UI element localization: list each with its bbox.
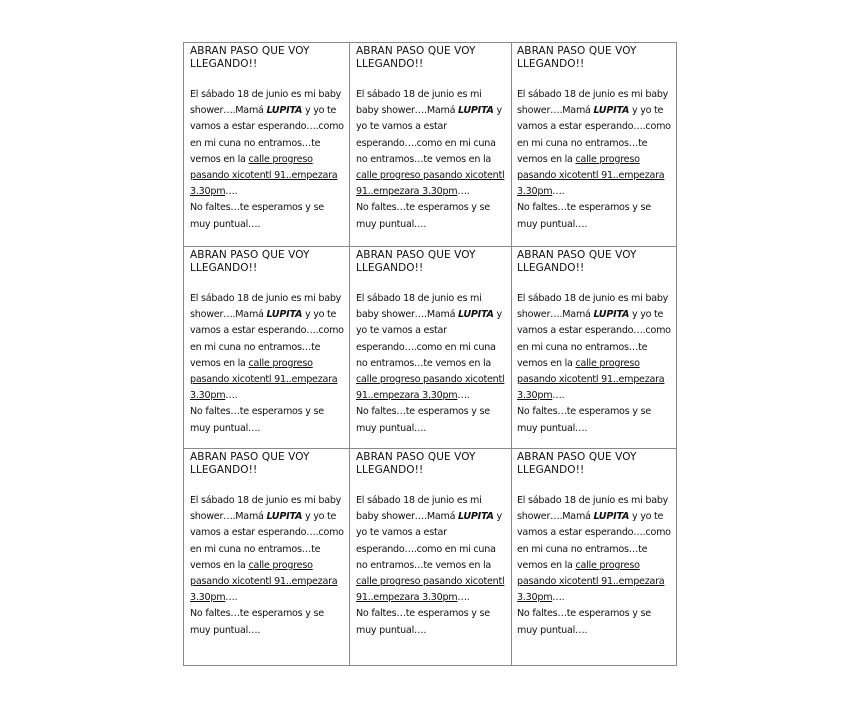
body-middle: y yo te vamos a estar esperando….como en mi cuna no entramos…te vemos en la (356, 309, 502, 369)
closing-text: No faltes…te esperamos y se muy puntual…. (517, 202, 651, 230)
invitation-title (517, 249, 672, 275)
body-intro: El sábado 18 de junio es mi baby shower….Mamá (356, 495, 482, 523)
title-line-2: LLEGANDO!! (517, 58, 585, 70)
address-text: calle progreso pasando xicotentl 91..empezara 3.30pm (517, 153, 665, 198)
invitation-card (184, 449, 350, 665)
body-middle: y yo te vamos a estar esperando….como en mi cuna no entramos…te vemos en la (356, 511, 502, 571)
invitation-card (350, 449, 512, 665)
body-middle: y yo te vamos a estar esperando….como en mi cuna no entramos…te vemos en la (517, 105, 671, 165)
title-line-2: LLEGANDO!! (517, 464, 585, 476)
title-line-1: ABRAN PASO QUE VOY (190, 45, 310, 57)
invitation-title (356, 249, 507, 275)
body-ellipsis: …. (457, 592, 470, 604)
invitation-body (356, 493, 507, 639)
body-middle: y yo te vamos a estar esperando….como en mi cuna no entramos…te vemos en la (356, 105, 502, 165)
address-text: calle progreso pasando xicotentl 91..empezara 3.30pm (517, 559, 665, 604)
invitation-body (517, 493, 672, 639)
invitation-body (356, 87, 507, 233)
title-line-1: ABRAN PASO QUE VOY (517, 45, 637, 57)
closing-text: No faltes…te esperamos y se muy puntual…. (356, 406, 490, 434)
invitation-card (350, 247, 512, 449)
title-line-1: ABRAN PASO QUE VOY (517, 451, 637, 463)
mother-name: LUPITA (266, 511, 303, 523)
title-line-2: LLEGANDO!! (356, 464, 424, 476)
body-ellipsis: …. (225, 390, 238, 402)
mother-name: LUPITA (266, 309, 303, 321)
body-ellipsis: …. (552, 390, 565, 402)
body-intro: El sábado 18 de junio es mi baby shower….Mamá (356, 89, 482, 117)
closing-text: No faltes…te esperamos y se muy puntual…. (517, 608, 651, 636)
invitation-title (190, 249, 345, 275)
title-line-2: LLEGANDO!! (190, 58, 258, 70)
closing-text: No faltes…te esperamos y se muy puntual…. (190, 202, 324, 230)
address-text: calle progreso pasando xicotentl 91..empezara 3.30pm (356, 170, 505, 198)
mother-name: LUPITA (458, 309, 494, 321)
body-intro: El sábado 18 de junio es mi baby shower….Mamá (517, 293, 669, 321)
title-line-2: LLEGANDO!! (190, 262, 258, 274)
invitation-body (356, 291, 507, 437)
title-line-1: ABRAN PASO QUE VOY (356, 451, 476, 463)
invitation-title (190, 451, 345, 477)
invitation-card (184, 247, 350, 449)
mother-name: LUPITA (593, 511, 630, 523)
body-intro: El sábado 18 de junio es mi baby shower….Mamá (356, 293, 482, 321)
invitation-title (356, 451, 507, 477)
closing-text: No faltes…te esperamos y se muy puntual…. (190, 608, 324, 636)
invitation-card (350, 43, 512, 247)
invitation-body (190, 291, 345, 437)
mother-name: LUPITA (593, 309, 630, 321)
body-middle: y yo te vamos a estar esperando….como en mi cuna no entramos…te vemos en la (190, 309, 344, 369)
address-text: calle progreso pasando xicotentl 91..empezara 3.30pm (190, 357, 338, 402)
address-text: calle progreso pasando xicotentl 91..empezara 3.30pm (190, 153, 338, 198)
title-line-1: ABRAN PASO QUE VOY (190, 249, 310, 261)
title-line-2: LLEGANDO!! (356, 58, 424, 70)
address-text: calle progreso pasando xicotentl 91..empezara 3.30pm (356, 576, 505, 604)
invitation-card (512, 247, 676, 449)
body-intro: El sábado 18 de junio es mi baby shower….Mamá (190, 293, 342, 321)
body-ellipsis: …. (457, 390, 470, 402)
body-middle: y yo te vamos a estar esperando….como en mi cuna no entramos…te vemos en la (517, 511, 671, 571)
mother-name: LUPITA (593, 105, 630, 117)
body-middle: y yo te vamos a estar esperando….como en mi cuna no entramos…te vemos en la (517, 309, 671, 369)
closing-text: No faltes…te esperamos y se muy puntual…. (190, 406, 324, 434)
invitation-title (190, 45, 345, 71)
address-text: calle progreso pasando xicotentl 91..empezara 3.30pm (356, 374, 505, 402)
title-line-1: ABRAN PASO QUE VOY (517, 249, 637, 261)
body-middle: y yo te vamos a estar esperando….como en mi cuna no entramos…te vemos en la (190, 105, 344, 165)
body-ellipsis: …. (552, 186, 565, 198)
title-line-1: ABRAN PASO QUE VOY (356, 45, 476, 57)
invitation-sheet (183, 42, 677, 666)
invitation-title (517, 451, 672, 477)
body-middle: y yo te vamos a estar esperando….como en mi cuna no entramos…te vemos en la (190, 511, 344, 571)
title-line-2: LLEGANDO!! (190, 464, 258, 476)
invitation-body (190, 493, 345, 639)
title-line-2: LLEGANDO!! (356, 262, 424, 274)
mother-name: LUPITA (458, 105, 494, 117)
invitation-body (517, 87, 672, 233)
invitation-card (184, 43, 350, 247)
address-text: calle progreso pasando xicotentl 91..empezara 3.30pm (190, 559, 338, 604)
title-line-1: ABRAN PASO QUE VOY (356, 249, 476, 261)
body-ellipsis: …. (225, 592, 238, 604)
invitation-body (190, 87, 345, 233)
body-intro: El sábado 18 de junio es mi baby shower….Mamá (517, 89, 669, 117)
invitation-card (512, 449, 676, 665)
body-intro: El sábado 18 de junio es mi baby shower….Mamá (190, 89, 342, 117)
invitation-title (356, 45, 507, 71)
title-line-2: LLEGANDO!! (517, 262, 585, 274)
closing-text: No faltes…te esperamos y se muy puntual…. (356, 202, 490, 230)
mother-name: LUPITA (458, 511, 494, 523)
invitation-title (517, 45, 672, 71)
closing-text: No faltes…te esperamos y se muy puntual…. (356, 608, 490, 636)
body-ellipsis: …. (457, 186, 470, 198)
closing-text: No faltes…te esperamos y se muy puntual…. (517, 406, 651, 434)
body-ellipsis: …. (552, 592, 565, 604)
body-intro: El sábado 18 de junio es mi baby shower….Mamá (190, 495, 342, 523)
mother-name: LUPITA (266, 105, 303, 117)
invitation-body (517, 291, 672, 437)
body-intro: El sábado 18 de junio es mi baby shower….Mamá (517, 495, 669, 523)
body-ellipsis: …. (225, 186, 238, 198)
address-text: calle progreso pasando xicotentl 91..empezara 3.30pm (517, 357, 665, 402)
title-line-1: ABRAN PASO QUE VOY (190, 451, 310, 463)
invitation-card (512, 43, 676, 247)
